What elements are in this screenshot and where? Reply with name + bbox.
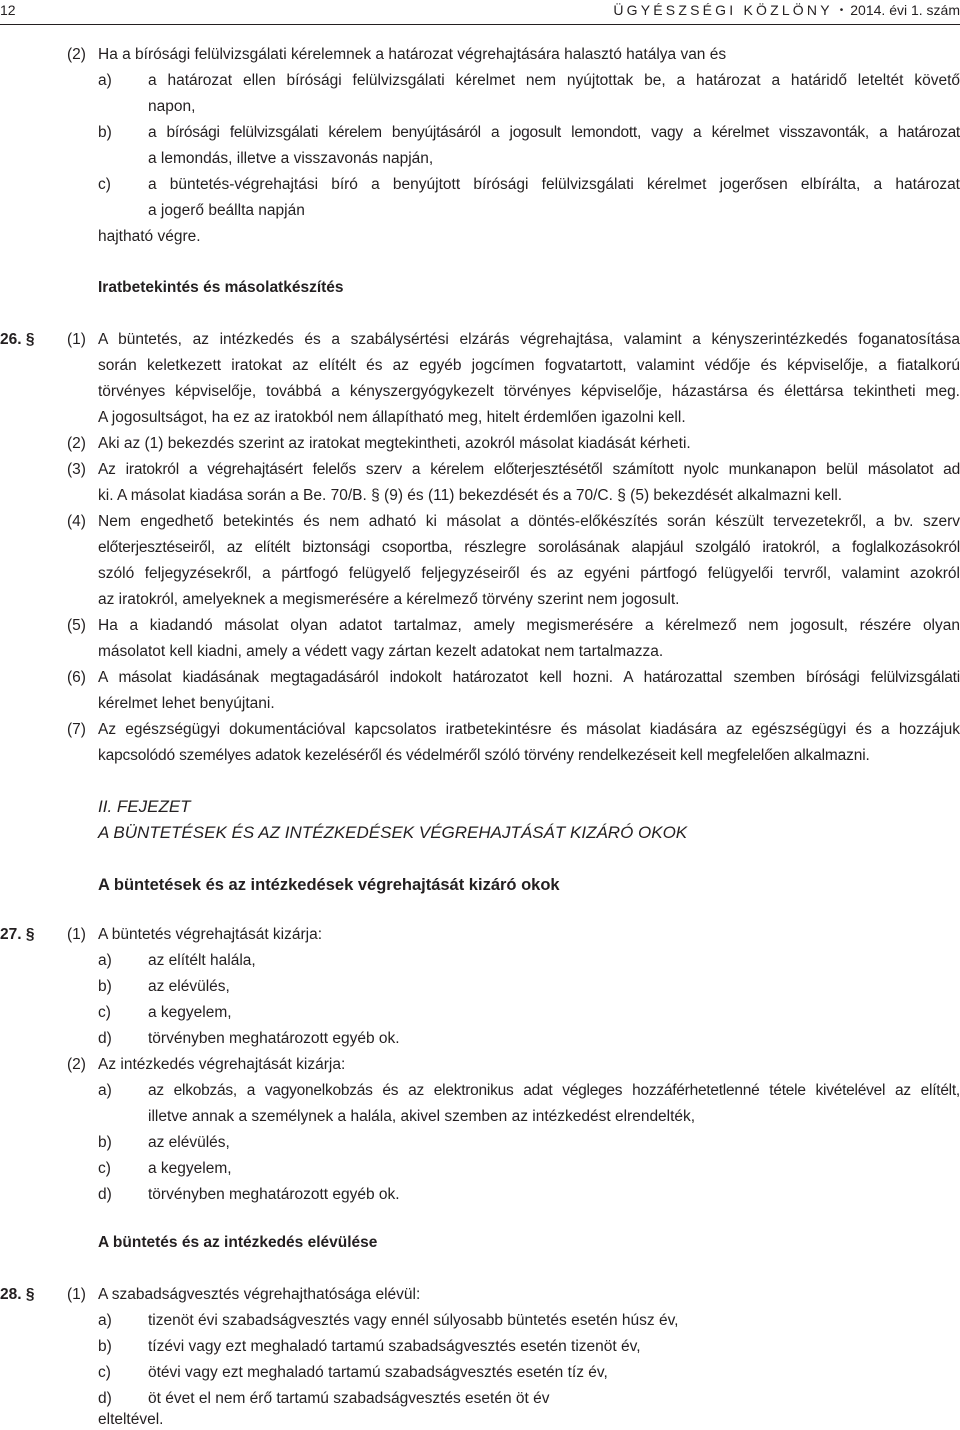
point-text: a kegyelem, (148, 1004, 232, 1021)
paragraph-number: (1) (67, 331, 86, 348)
point-label: d) (98, 1186, 112, 1203)
header-rule (0, 24, 960, 25)
point-text: törvényben meghatározott egyéb ok. (148, 1030, 400, 1047)
paragraph-number: (2) (67, 435, 86, 452)
paragraph-number: (6) (67, 669, 86, 686)
chapter-title: A BÜNTETÉSEK ÉS AZ INTÉZKEDÉSEK VÉGREHAJTÁSÁT KIZÁRÓ OKOK (98, 823, 688, 842)
paragraph-text: szóló feljegyzésekről, a pártfogó felügyelő feljegyzéseiről és az egyéni pártfogó felügyelői tervről, valamint azokról (98, 565, 960, 582)
point-text: az elítélt halála, (148, 952, 256, 969)
point-label: a) (98, 952, 112, 969)
paragraph-text: A büntetés, az intézkedés és a szabálysértési elzárás végrehajtása, valamint a kényszerintézkedés foganatosítása (98, 331, 960, 348)
point-label: b) (98, 978, 112, 995)
point-text: az elévülés, (148, 1134, 230, 1151)
paragraph-number: (1) (67, 1286, 86, 1303)
section-number: 27. § (0, 926, 35, 943)
point-label: b) (98, 124, 112, 141)
point-text: tízévi vagy ezt meghaladó tartamú szabadságvesztés esetén tizenöt év, (148, 1338, 641, 1355)
point-text: az elévülés, (148, 978, 230, 995)
paragraph-closing: hajtható végre. (98, 228, 201, 245)
paragraph-text: Ha a kiadandó másolat olyan adatot tartalmaz, amely megismerésére a kérelmező nem jogosult, részére olyan (98, 617, 960, 634)
paragraph-number: (2) (67, 46, 86, 63)
paragraph-text: előterjesztéseiről, az elítélt biztonsági csoportba, részlegre sorolásának alapjául szolgáló iratokról, a foglalkozásokról (98, 539, 960, 556)
point-label: c) (98, 176, 111, 193)
point-label: b) (98, 1134, 112, 1151)
paragraph-text: A jogosultságot, ha ez az iratokból nem állapítható meg, hitelt érdemlően igazolni kell. (98, 409, 686, 426)
section-number: 26. § (0, 331, 35, 348)
subchapter-heading: A büntetések és az intézkedések végrehajtását kizáró okok (98, 876, 560, 894)
point-text: öt évet el nem érő tartamú szabadságvesztés esetén öt év (148, 1390, 550, 1407)
paragraph-text: A másolat kiadásának megtagadásáról indokolt határozatot kell hozni. A határozattal szemben bírósági felülvizsgálati (98, 669, 960, 686)
paragraph-text: ki. A másolat kiadása során a Be. 70/B. § (9) és (11) bekezdését és a 70/C. § (5) bekezdését alkalmazni kell. (98, 487, 843, 504)
paragraph-text: törvényes képviselője, továbbá a kényszergyógykezelt törvényes képviselője, házastársa és élettársa tekintheti meg. (98, 383, 960, 400)
point-text: a büntetés-végrehajtási bíró a benyújtott bírósági felülvizsgálati kérelmet jogerősen elbírálta, a határozat (148, 176, 960, 193)
page-number: 12 (0, 2, 16, 18)
point-text: ötévi vagy ezt meghaladó tartamú szabadságvesztés esetén tíz év, (148, 1364, 608, 1381)
paragraph-text: az iratokról, amelyeknek a megismerésére a kérelmező törvény szerint nem jogosult. (98, 591, 680, 608)
paragraph-closing: elteltével. (98, 1411, 164, 1428)
paragraph-number: (5) (67, 617, 86, 634)
section-heading: A büntetés és az intézkedés elévülése (98, 1234, 378, 1251)
point-text: a bírósági felülvizsgálati kérelem benyújtásáról a jogosult lemondott, vagy a kérelmet visszavonták, a határozat (148, 124, 960, 141)
point-label: a) (98, 1082, 112, 1099)
point-text: napon, (148, 98, 196, 115)
paragraph-text: Az intézkedés végrehajtását kizárja: (98, 1056, 346, 1073)
paragraph-number: (7) (67, 721, 86, 738)
paragraph-text: A büntetés végrehajtását kizárja: (98, 926, 323, 943)
paragraph-text: Aki az (1) bekezdés szerint az iratokat megtekintheti, azokról másolat kiadását kérheti. (98, 435, 691, 452)
paragraph-text: kapcsolódó személyes adatok kezeléséről és védelméről szóló törvény rendelkezéseit kell megfelelően alkalmazni. (98, 747, 870, 764)
section-number: 28. § (0, 1286, 35, 1303)
point-label: b) (98, 1338, 112, 1355)
paragraph-text: során keletkezett iratokat az elítélt és az egyéb jogcímen fogvatartott, valamint védője és képviselője, a fiatalkorú (98, 357, 960, 374)
point-label: c) (98, 1364, 111, 1381)
issue-number: 2014. évi 1. szám (850, 2, 960, 18)
chapter-number: II. FEJEZET (98, 797, 191, 816)
point-text: törvényben meghatározott egyéb ok. (148, 1186, 400, 1203)
point-text: a határozat ellen bírósági felülvizsgálati kérelmet nem nyújtottak be, a határozat a határidő leteltét követő (148, 72, 960, 89)
point-text: a jogerő beállta napján (148, 202, 305, 219)
paragraph-text: Az iratokról a végrehajtásért felelős szerv a kérelem előterjesztésétől számított nyolc munkanapon belül másolatot ad (98, 461, 960, 478)
paragraph-text: A szabadságvesztés végrehajthatósága elévül: (98, 1286, 421, 1303)
paragraph-text: Nem engedhető betekintés és nem adható ki másolat a döntés-előkészítés során készült tervezetekről, a bv. szerv (98, 513, 960, 530)
point-label: c) (98, 1004, 111, 1021)
paragraph-text: másolatot kell kiadni, amely a védett vagy zártan kezelt adatokat nem tartalmazza. (98, 643, 664, 660)
paragraph-number: (4) (67, 513, 86, 530)
paragraph-number: (3) (67, 461, 86, 478)
journal-title (613, 2, 960, 18)
section-heading: Iratbetekintés és másolatkészítés (98, 279, 344, 296)
paragraph-number: (2) (67, 1056, 86, 1073)
point-label: a) (98, 72, 112, 89)
paragraph-text: Az egészségügyi dokumentációval kapcsolatos iratbetekintésre és másolat kiadására az egészségügyi és a hozzájuk (98, 721, 960, 738)
point-text: illetve annak a személynek a halála, akivel szemben az intézkedést elrendelték, (148, 1108, 696, 1125)
point-label: c) (98, 1160, 111, 1177)
point-text: tizenöt évi szabadságvesztés vagy ennél súlyosabb büntetés esetén húsz év, (148, 1312, 679, 1329)
point-label: d) (98, 1390, 112, 1407)
journal-name: ÜGYÉSZSÉGI KÖZLÖNY (613, 2, 833, 18)
point-label: d) (98, 1030, 112, 1047)
page-header (0, 2, 960, 24)
header-separator: • (839, 5, 844, 16)
paragraph-text: Ha a bírósági felülvizsgálati kérelemnek a határozat végrehajtására halasztó hatálya van és (98, 46, 727, 63)
paragraph-text: kérelmet lehet benyújtani. (98, 695, 275, 712)
point-text: a lemondás, illetve a visszavonás napján, (148, 150, 434, 167)
point-text: a kegyelem, (148, 1160, 232, 1177)
point-text: az elkobzás, a vagyonelkobzás és az elektronikus adat végleges hozzáférhetetlenné tétele kivételével az elítélt, (148, 1082, 960, 1099)
point-label: a) (98, 1312, 112, 1329)
paragraph-number: (1) (67, 926, 86, 943)
